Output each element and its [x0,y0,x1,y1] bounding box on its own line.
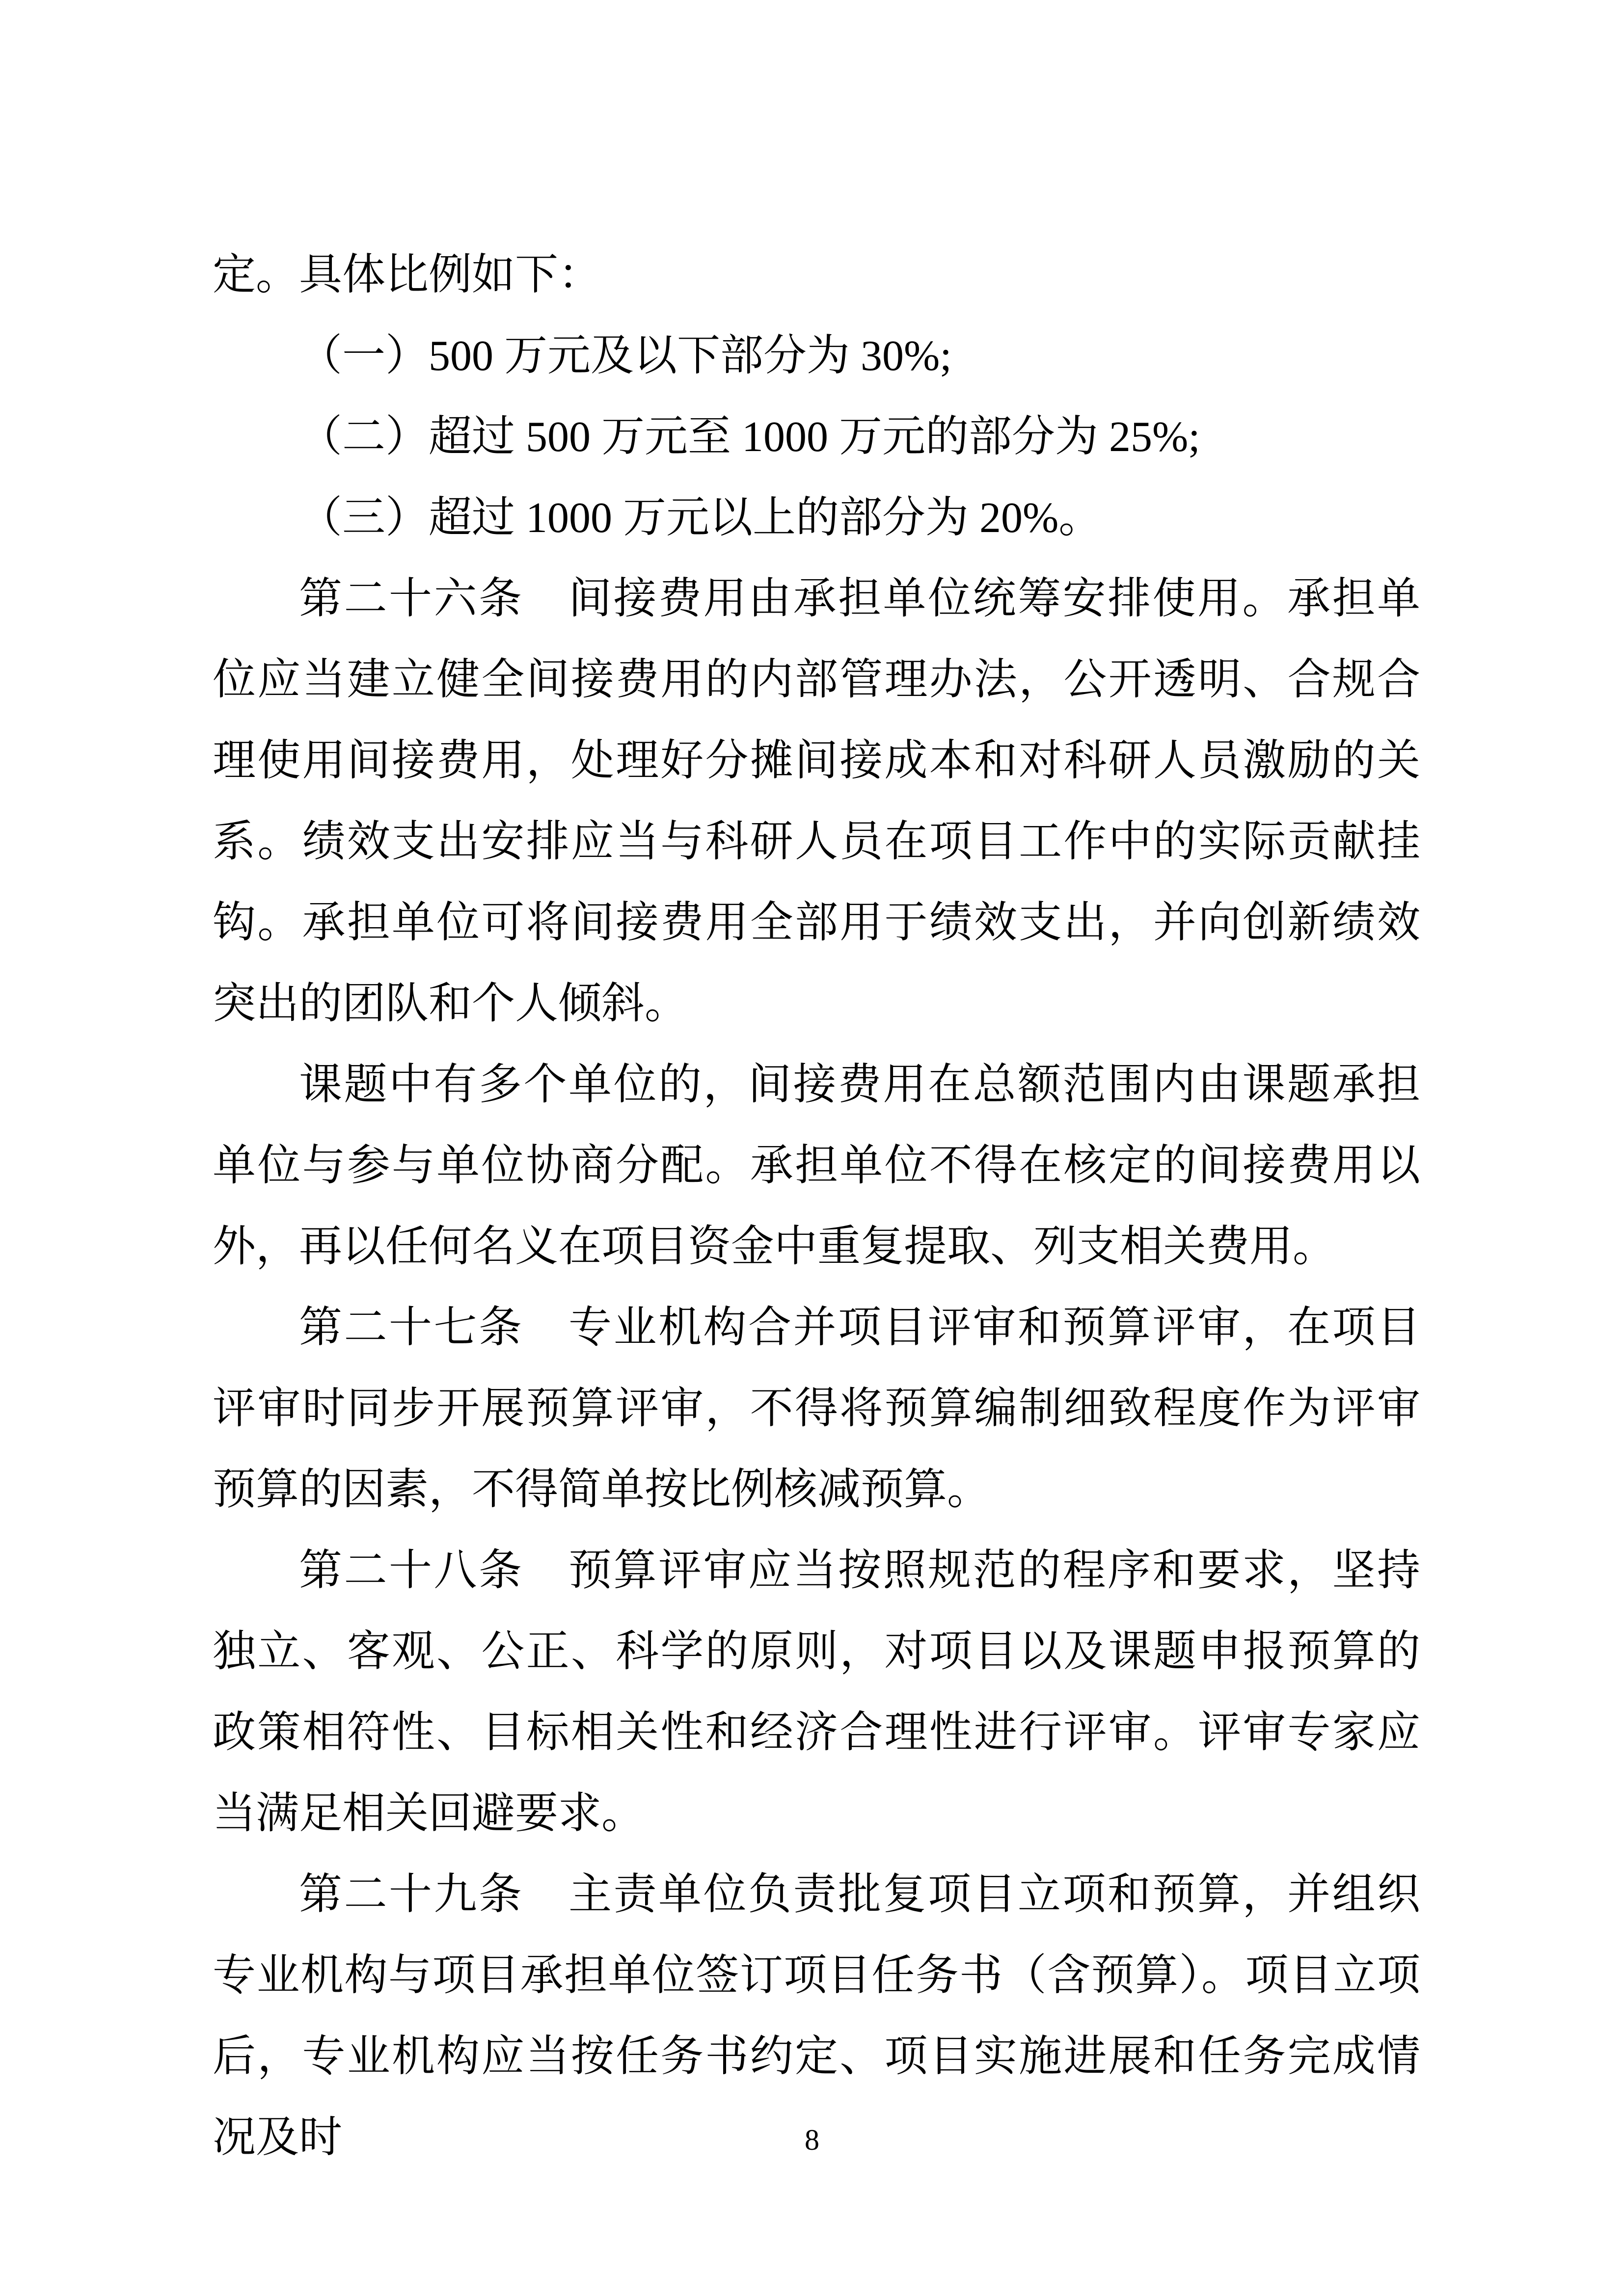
paragraph-article-29: 第二十九条 主责单位负责批复项目立项和预算，并组织专业机构与项目承担单位签订项目任务书（含预算）。项目立项后，专业机构应当按任务书约定、项目实施进展和任务完成情况及时 [213,1871,1420,2162]
paragraph-clause-3: （三）超过 1000 万元以上的部分为 20%。 [299,494,1102,542]
page-footer [0,2124,1624,2156]
paragraph-article-28: 第二十八条 预算评审应当按照规范的程序和要求，坚持独立、客观、公正、科学的原则，对项目以及课题申报预算的政策相符性、目标相关性和经济合理性进行评审。评审专家应当满足相关回避要求。 [213,1547,1420,1838]
paragraph-article-27: 第二十七条 专业机构合并项目评审和预算评审，在项目评审时同步开展预算评审，不得将预算编制细致程度作为评审预算的因素，不得简单按比例核减预算。 [213,1304,1420,1514]
paragraph-article-26: 第二十六条 间接费用由承担单位统筹安排使用。承担单位应当建立健全间接费用的内部管理办法，公开透明、合规合理使用间接费用，处理好分摊间接成本和对科研人员激励的关系。绩效支出安排应当与科研人员在项目工作中的实际贡献挂钩。承担单位可将间接费用全部用于绩效支出，并向创新绩效突出的团队和个人倾斜。 [213,575,1420,1028]
paragraph-article-26-sub: 课题中有多个单位的，间接费用在总额范围内由课题承担单位与参与单位协商分配。承担单位不得在核定的间接费用以外，再以任何名义在项目资金中重复提取、列支相关费用。 [213,1061,1420,1271]
paragraph-clause-2: （二）超过 500 万元至 1000 万元的部分为 25%; [299,413,1200,461]
paragraph-continuation: 定。具体比例如下： [213,251,602,299]
paragraph-clause-1: （一）500 万元及以下部分为 30%; [299,332,952,380]
document-body [213,235,1420,2178]
page-number: 8 [805,2124,819,2156]
